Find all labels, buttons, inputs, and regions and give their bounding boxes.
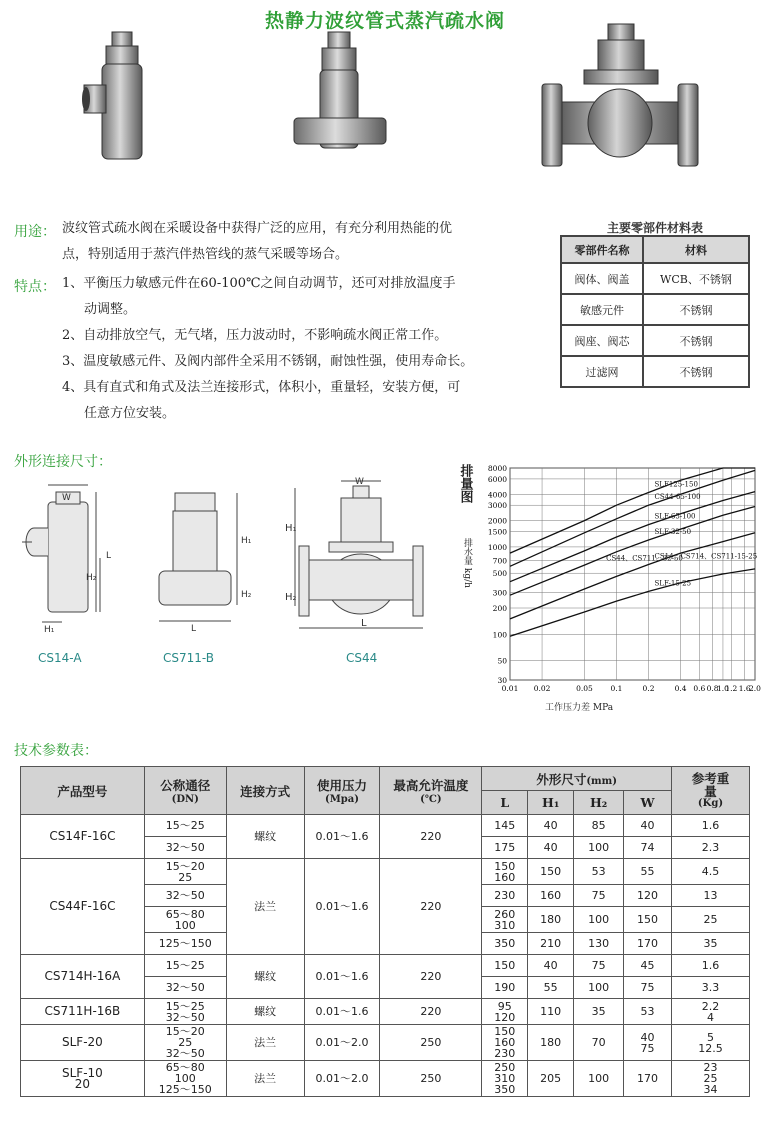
chart-x-tick: 1.0 — [716, 684, 729, 693]
chart-x-tick: 2.0 — [749, 684, 761, 693]
col-size — [482, 767, 672, 791]
tech-cell: 75 — [574, 955, 624, 977]
tech-model-cell: SLF-20 — [21, 1025, 145, 1061]
chart-y-tick: 100 — [492, 630, 507, 640]
dim-h1: H₁ — [285, 523, 297, 534]
chart-x-tick: 1.6 — [738, 684, 751, 693]
tech-cell: 40 75 — [624, 1025, 672, 1061]
tech-cell: 100 — [574, 1061, 624, 1097]
tech-cell: 15～20 25 32～50 — [144, 1025, 226, 1061]
table-row — [21, 999, 750, 1025]
col-h1: H₁ — [528, 791, 574, 815]
tech-cell: 2.3 — [672, 837, 750, 859]
dimensions-label: 外形连接尺寸： — [14, 454, 112, 470]
table-row — [21, 815, 750, 837]
tech-cell: 145 — [482, 815, 528, 837]
tech-cell: 130 — [574, 933, 624, 955]
materials-cell: WCB、不锈钢 — [643, 263, 749, 294]
materials-table — [560, 235, 750, 388]
capacity-chart — [455, 458, 765, 718]
dim-l: L — [191, 624, 197, 634]
chart-x-tick: 0.01 — [501, 684, 519, 693]
tech-cell: 150 — [482, 955, 528, 977]
chart-y-tick: 700 — [492, 556, 507, 566]
col-size-label: 外形尺寸 — [536, 771, 587, 787]
col-temp — [380, 767, 482, 815]
feature-line: 动调整。 — [84, 302, 137, 317]
tech-cell: 40 — [624, 815, 672, 837]
chart-y-tick: 2000 — [487, 516, 507, 526]
tech-cell: 0.01～1.6 — [304, 999, 380, 1025]
tech-cell: 1.6 — [672, 955, 750, 977]
chart-series-label: SLF-32-50 — [654, 527, 692, 536]
product-photo-cs44 — [540, 22, 700, 182]
tech-cell: 250 — [380, 1061, 482, 1097]
tech-cell: 150 160 230 — [482, 1025, 528, 1061]
tech-cell: 法兰 — [226, 1025, 304, 1061]
chart-y-tick: 500 — [492, 569, 507, 579]
chart-x-tick: 0.2 — [642, 684, 655, 693]
chart-annotation: CS44、CS711、32-50 — [606, 554, 683, 563]
tech-cell: 65～80 100 — [144, 907, 226, 933]
dim-h2: H₂ — [285, 592, 297, 603]
usage-text — [62, 216, 452, 268]
table-row — [21, 859, 750, 885]
tech-cell: 120 — [624, 885, 672, 907]
tech-cell: 160 — [528, 885, 574, 907]
tech-cell: 0.01～1.6 — [304, 859, 380, 955]
tech-cell: 350 — [482, 933, 528, 955]
drawing-cs44 — [285, 476, 440, 636]
tech-cell: 180 — [528, 907, 574, 933]
chart-series-label: SLF125-150 — [654, 480, 698, 489]
tech-cell: 0.01～1.6 — [304, 955, 380, 999]
tech-cell: 35 — [574, 999, 624, 1025]
col-pressure-label: 使用压力 — [316, 778, 367, 793]
col-dn-unit: (DN) — [171, 794, 199, 805]
chart-series-line — [510, 569, 755, 636]
dim-l: L — [361, 618, 367, 629]
tech-cell: 150 160 — [482, 859, 528, 885]
materials-cell: 阀座、阀芯 — [561, 325, 643, 356]
tech-table — [20, 766, 750, 1097]
chart-x-tick: 0.1 — [610, 684, 623, 693]
tech-cell: 35 — [672, 933, 750, 955]
chart-ylabel: 排水量 kg/h — [462, 538, 472, 588]
tech-cell: 0.01～2.0 — [304, 1061, 380, 1097]
usage-line: 波纹管式疏水阀在采暖设备中获得广泛的应用，有充分利用热能的优 — [62, 221, 453, 236]
tech-model-cell: CS14F-16C — [21, 815, 145, 859]
drawing-cs14a — [20, 480, 125, 640]
chart-y-tick: 300 — [492, 588, 507, 598]
features-label: 特点： — [14, 279, 56, 295]
materials-header: 材料 — [643, 236, 749, 263]
tech-cell: 150 — [528, 859, 574, 885]
tech-cell: 65～80 100 125～150 — [144, 1061, 226, 1097]
tech-cell: 180 — [528, 1025, 574, 1061]
col-conn-label: 连接方式 — [240, 783, 291, 799]
feature-line: 4、具有直式和角式及法兰连接形式，体积小，重量轻，安装方便，可 — [62, 380, 461, 395]
col-temp-label: 最高允许温度 — [393, 778, 469, 793]
tech-cell: 85 — [574, 815, 624, 837]
tech-cell: 螺纹 — [226, 955, 304, 999]
chart-frame — [510, 468, 755, 680]
tech-cell: 170 — [624, 1061, 672, 1097]
materials-cell: 阀体、阀盖 — [561, 263, 643, 294]
tech-cell: 220 — [380, 859, 482, 955]
tech-cell: 4.5 — [672, 859, 750, 885]
tech-cell: 100 — [574, 837, 624, 859]
chart-x-tick: 0.02 — [533, 684, 551, 693]
tech-cell: 210 — [528, 933, 574, 955]
materials-cell: 不锈钢 — [643, 294, 749, 325]
tech-cell: 25 — [672, 907, 750, 933]
tech-cell: 250 310 350 — [482, 1061, 528, 1097]
tech-cell: 250 — [380, 1025, 482, 1061]
tech-cell: 190 — [482, 977, 528, 999]
col-dn — [144, 767, 226, 815]
dim-h1: H₁ — [241, 536, 252, 546]
tech-cell: 53 — [574, 859, 624, 885]
product-photo-cs14 — [80, 30, 160, 165]
tech-cell: 螺纹 — [226, 999, 304, 1025]
tech-cell: 2.2 4 — [672, 999, 750, 1025]
table-row — [21, 955, 750, 977]
chart-xlabel: 工作压力差 MPa — [545, 703, 614, 713]
tech-cell: 95 120 — [482, 999, 528, 1025]
tech-cell: 0.01～2.0 — [304, 1025, 380, 1061]
materials-header: 零部件名称 — [561, 236, 643, 263]
tech-cell: 100 — [574, 977, 624, 999]
tech-model-cell: SLF-10 20 — [21, 1061, 145, 1097]
tech-cell: 32～50 — [144, 837, 226, 859]
tech-cell: 260 310 — [482, 907, 528, 933]
col-temp-unit: (℃) — [420, 794, 442, 805]
chart-y-tick: 4000 — [487, 490, 507, 500]
tech-cell: 15～25 32～50 — [144, 999, 226, 1025]
chart-title: 排量图 — [457, 464, 473, 503]
tech-cell: 5 12.5 — [672, 1025, 750, 1061]
table-row — [21, 1025, 750, 1061]
tech-cell: 175 — [482, 837, 528, 859]
materials-cell: 敏感元件 — [561, 294, 643, 325]
materials-title: 主要零部件材料表 — [606, 221, 703, 235]
col-weight — [672, 767, 750, 815]
col-conn — [226, 767, 304, 815]
tech-cell: 150 — [624, 907, 672, 933]
chart-x-tick: 0.4 — [674, 684, 687, 693]
col-weight-unit: (Kg) — [697, 798, 724, 809]
tech-cell: 螺纹 — [226, 815, 304, 859]
tech-cell: 220 — [380, 955, 482, 999]
dim-l: L — [106, 551, 112, 561]
tech-cell: 220 — [380, 999, 482, 1025]
tech-model-cell: CS44F-16C — [21, 859, 145, 955]
tech-cell: 205 — [528, 1061, 574, 1097]
col-pressure — [304, 767, 380, 815]
chart-series-label: CS44-65-100 — [654, 493, 701, 502]
tech-cell: 32～50 — [144, 885, 226, 907]
chart-y-tick: 1000 — [487, 542, 507, 552]
chart-series-label: SLF-65-100 — [654, 512, 696, 521]
col-w: W — [624, 791, 672, 815]
tech-cell: 1.6 — [672, 815, 750, 837]
materials-cell: 不锈钢 — [643, 325, 749, 356]
dim-w: W — [62, 493, 71, 503]
chart-y-tick: 30 — [497, 676, 507, 685]
tech-cell: 40 — [528, 815, 574, 837]
tech-cell: 75 — [624, 977, 672, 999]
feature-line: 2、自动排放空气，无气堵，压力波动时，不影响疏水阀正常工作。 — [62, 328, 448, 343]
col-size-unit: (mm) — [586, 775, 617, 787]
col-model — [21, 767, 145, 815]
tech-cell: 55 — [528, 977, 574, 999]
tech-cell: 15～25 — [144, 815, 226, 837]
chart-y-tick: 8000 — [487, 464, 507, 473]
tech-cell: 0.01～1.6 — [304, 815, 380, 859]
dim-h2: H₂ — [241, 590, 252, 600]
drawing-label-cs711b: CS711-B — [163, 651, 215, 665]
chart-x-tick: 1.2 — [725, 684, 738, 693]
tech-model-cell: CS714H-16A — [21, 955, 145, 999]
chart-y-tick: 50 — [497, 656, 507, 666]
tech-cell: 40 — [528, 955, 574, 977]
feature-line: 1、平衡压力敏感元件在60-100℃之间自动调节，还可对排放温度手 — [62, 276, 456, 291]
chart-y-tick: 200 — [492, 604, 507, 614]
materials-cell: 不锈钢 — [643, 356, 749, 387]
tech-cell: 53 — [624, 999, 672, 1025]
tech-model-cell: CS711H-16B — [21, 999, 145, 1025]
tech-cell: 230 — [482, 885, 528, 907]
chart-x-tick: 0.8 — [706, 684, 719, 693]
features-text — [62, 271, 473, 427]
tech-cell: 法兰 — [226, 1061, 304, 1097]
tech-cell: 法兰 — [226, 859, 304, 955]
tech-cell: 23 25 34 — [672, 1061, 750, 1097]
chart-y-tick: 6000 — [487, 474, 507, 484]
tech-cell: 125～150 — [144, 933, 226, 955]
drawing-label-cs14a: CS14-A — [38, 651, 82, 665]
tech-label: 技术参数表： — [14, 743, 98, 759]
table-row — [21, 1061, 750, 1097]
drawing-cs711b — [145, 485, 265, 635]
col-dn-label: 公称通径 — [160, 778, 211, 793]
page-title: 热静力波纹管式蒸汽疏水阀 — [264, 10, 505, 32]
col-h2: H₂ — [574, 791, 624, 815]
chart-series-label: CS14、CS714、CS711-15-25 — [654, 552, 758, 561]
tech-cell: 220 — [380, 815, 482, 859]
tech-cell: 55 — [624, 859, 672, 885]
chart-y-tick: 1500 — [487, 527, 507, 537]
tech-cell: 40 — [528, 837, 574, 859]
chart-y-tick: 3000 — [487, 501, 507, 511]
chart-x-tick: 0.05 — [576, 684, 593, 693]
tech-cell: 45 — [624, 955, 672, 977]
tech-cell: 15～25 — [144, 955, 226, 977]
drawing-label-cs44: CS44 — [346, 651, 378, 665]
dim-h2: H₂ — [86, 573, 97, 583]
feature-line: 任意方位安装。 — [84, 406, 176, 421]
tech-cell: 100 — [574, 907, 624, 933]
tech-cell: 13 — [672, 885, 750, 907]
col-model-label: 产品型号 — [57, 783, 108, 799]
tech-cell: 74 — [624, 837, 672, 859]
tech-cell: 170 — [624, 933, 672, 955]
tech-cell: 32～50 — [144, 977, 226, 999]
chart-series-line — [510, 507, 755, 596]
col-weight-label: 参考重量 — [691, 771, 730, 799]
tech-cell: 15～20 25 — [144, 859, 226, 885]
col-l: L — [482, 791, 528, 815]
dim-h1: H₁ — [44, 625, 55, 635]
chart-series-line — [510, 468, 755, 553]
product-photo-cs711 — [290, 30, 390, 160]
feature-line: 3、温度敏感元件、及阀内部件全采用不锈钢，耐蚀性强，使用寿命长。 — [62, 354, 474, 369]
chart-series-label: SLF-15-25 — [654, 579, 692, 588]
usage-line: 点，特别适用于蒸汽伴热管线的蒸气采暖等场合。 — [62, 247, 349, 262]
usage-label: 用途： — [14, 224, 56, 240]
tech-cell: 3.3 — [672, 977, 750, 999]
tech-cell: 75 — [574, 885, 624, 907]
materials-cell: 过滤网 — [561, 356, 643, 387]
dim-w: W — [355, 477, 364, 487]
tech-cell: 110 — [528, 999, 574, 1025]
col-pressure-unit: (Mpa) — [324, 794, 359, 805]
tech-cell: 70 — [574, 1025, 624, 1061]
chart-x-tick: 0.6 — [693, 684, 706, 693]
